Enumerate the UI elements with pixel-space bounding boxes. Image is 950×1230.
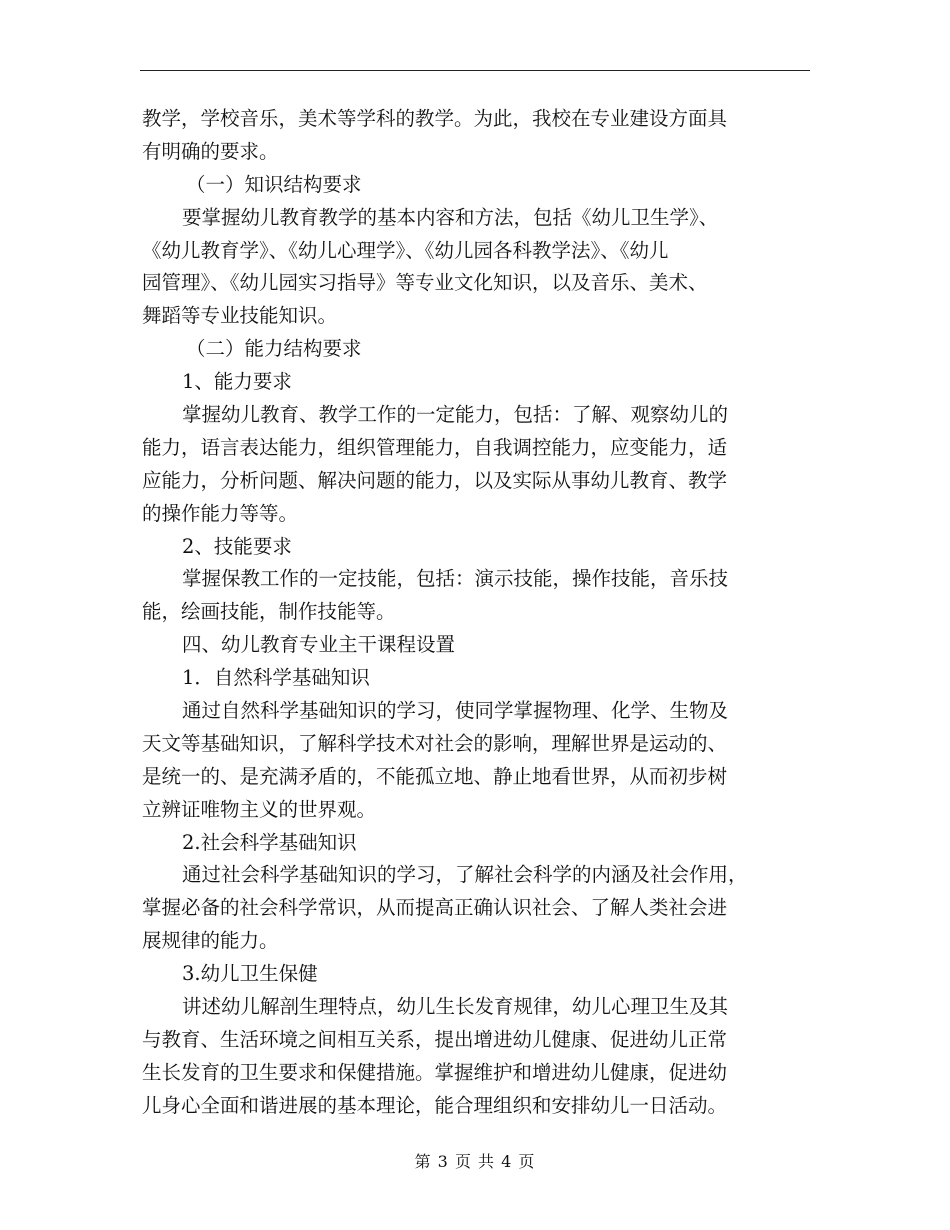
text-line: 通过社会科学基础知识的学习，了解社会科学的内涵及社会作用， (182, 863, 748, 887)
text-line: 通过自然科学基础知识的学习，使同学掌握物理、化学、生物及 (182, 699, 729, 723)
text-line: 2、技能要求 (182, 534, 292, 558)
text-line: 立辨证唯物主义的世界观。 (142, 797, 377, 821)
text-line: 天文等基础知识，了解科学技术对社会的影响，理解世界是运动的、 (142, 731, 728, 755)
text-line: 《幼儿教育学》、《幼儿心理学》、《幼儿园各科教学法》、《幼儿 (142, 238, 669, 262)
text-line: （二）能力结构要求 (186, 337, 362, 361)
text-line: 生长发育的卫生要求和保健措施。掌握维护和增进幼儿健康，促进幼 (142, 1060, 728, 1084)
header-rule (140, 70, 810, 71)
text-line: 儿身心全面和谐进展的基本理论，能合理组织和安排幼儿一日活动。 (142, 1093, 728, 1117)
text-line: （一）知识结构要求 (186, 172, 362, 196)
text-line: 1、能力要求 (182, 370, 292, 394)
text-line: 是统一的、是充满矛盾的，不能孤立地、静止地看世界，从而初步树 (142, 764, 728, 788)
text-line: 的操作能力等等。 (142, 501, 299, 525)
text-line: 掌握幼儿教育、教学工作的一定能力，包括：了解、观察幼儿的 (182, 403, 729, 427)
text-line: 能力，语言表达能力，组织管理能力，自我调控能力，应变能力，适 (142, 435, 728, 459)
text-line: 1．自然科学基础知识 (182, 666, 370, 690)
text-line: 掌握必备的社会科学常识，从而提高正确认识社会、了解人类社会进 (142, 896, 728, 920)
text-line: 2.社会科学基础知识 (182, 830, 357, 854)
text-line: 掌握保教工作的一定技能，包括：演示技能，操作技能，音乐技 (182, 567, 729, 591)
document-body (142, 103, 810, 1123)
text-line: 要掌握幼儿教育教学的基本内容和方法，包括《幼儿卫生学》、 (182, 205, 719, 229)
text-line: 能，绘画技能，制作技能等。 (142, 600, 396, 624)
text-line: 有明确的要求。 (142, 139, 279, 163)
text-line: 四、幼儿教育专业主干课程设置 (182, 633, 456, 657)
text-line: 园管理》、《幼儿园实习指导》等专业文化知识，以及音乐、美术、 (142, 271, 708, 295)
text-line: 应能力，分析问题、解决问题的能力，以及实际从事幼儿教育、教学 (142, 468, 728, 492)
text-line: 展规律的能力。 (142, 929, 279, 953)
text-line: 教学，学校音乐，美术等学科的教学。为此，我校在专业建设方面具 (142, 107, 728, 130)
page-number: 第 3 页 共 4 页 (414, 1152, 536, 1171)
text-line: 舞蹈等专业技能知识。 (142, 304, 338, 328)
text-line: 讲述幼儿解剖生理特点，幼儿生长发育规律，幼儿心理卫生及其 (182, 995, 729, 1019)
text-line: 与教育、生活环境之间相互关系，提出增进幼儿健康、促进幼儿正常 (142, 1027, 728, 1051)
text-line: 3.幼儿卫生保健 (182, 962, 318, 986)
